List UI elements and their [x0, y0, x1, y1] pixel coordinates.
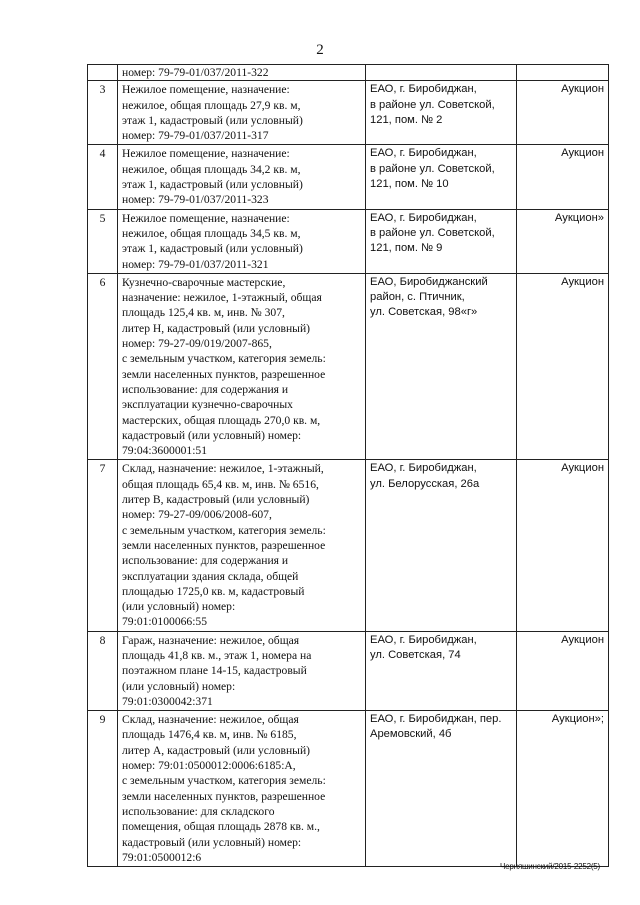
table-row-continuation	[88, 65, 609, 81]
row-number: 4	[88, 145, 118, 209]
row-method: Аукцион	[517, 460, 609, 631]
row-description: Склад, назначение: нежилое, 1-этажный, общая площадь 65,4 кв. м, инв. № 6516, литер В, кадастровый (или условный) номер: 79-27-09/006/2008-607, с земельным участком, категория земель: земли населенных пунктов, разрешенное использование: для содержания и эксплуатации здания склада, общей площадью 1725,0 кв. м, кадастровый (или условный) номер: 79:01:0100066:55	[118, 460, 366, 631]
page-number: 2	[316, 42, 324, 58]
row-address: ЕАО, г. Биробиджан, пер. Аремовский, 4б	[366, 711, 517, 867]
row-description: Кузнечно-сварочные мастерские, назначение: нежилое, 1-этажный, общая площадь 125,4 кв. м, инв. № 307, литер Н, кадастровый (или условный) номер: 79-27-09/019/2007-865, с земельным участком, категория земель: земли населенных пунктов, разрешенное использование: для содержания и эксплуатации кузнечно-сварочных мастерских, общая площадь 270,0 кв. м, кадастровый (или условный) номер: 79:04:3600001:51	[118, 273, 366, 460]
row-number: 6	[88, 273, 118, 460]
row-method: Аукцион	[517, 273, 609, 460]
row-number: 7	[88, 460, 118, 631]
row-number	[88, 65, 118, 81]
row-method: Аукцион	[517, 631, 609, 710]
row-number: 8	[88, 631, 118, 710]
row-address: ЕАО, г. Биробиджан, в районе ул. Советской, 121, пом. № 10	[366, 145, 517, 209]
table-row	[88, 631, 609, 710]
row-method: Аукцион	[517, 145, 609, 209]
row-description: Нежилое помещение, назначение: нежилое, общая площадь 27,9 кв. м, этаж 1, кадастровый (или условный) номер: 79-79-01/037/2011-317	[118, 81, 366, 145]
row-address	[366, 65, 517, 81]
row-description: номер: 79-79-01/037/2011-322	[118, 65, 366, 81]
row-method: Аукцион	[517, 81, 609, 145]
table-row	[88, 209, 609, 273]
row-address: ЕАО, Биробиджанский район, с. Птичник, ул. Советская, 98«г»	[366, 273, 517, 460]
table-row	[88, 273, 609, 460]
row-description: Гараж, назначение: нежилое, общая площадь 41,8 кв. м., этаж 1, номера на поэтажном плане 14-15, кадастровый (или условный) номер: 79:01:0300042:371	[118, 631, 366, 710]
row-number: 5	[88, 209, 118, 273]
property-table-body	[88, 65, 609, 867]
row-address: ЕАО, г. Биробиджан, ул. Советская, 74	[366, 631, 517, 710]
table-row	[88, 711, 609, 867]
property-table	[87, 64, 609, 867]
table-row	[88, 145, 609, 209]
row-address: ЕАО, г. Биробиджан, ул. Белорусская, 26а	[366, 460, 517, 631]
table-row	[88, 460, 609, 631]
row-method: Аукцион»	[517, 209, 609, 273]
row-description: Нежилое помещение, назначение: нежилое, общая площадь 34,5 кв. м, этаж 1, кадастровый (или условный) номер: 79-79-01/037/2011-321	[118, 209, 366, 273]
row-address: ЕАО, г. Биробиджан, в районе ул. Советской, 121, пом. № 2	[366, 81, 517, 145]
row-number: 9	[88, 711, 118, 867]
row-number: 3	[88, 81, 118, 145]
table-row	[88, 81, 609, 145]
row-description: Склад, назначение: нежилое, общая площадь 1476,4 кв. м, инв. № 6185, литер А, кадастровый (или условный) номер: 79:01:0500012:0006:6185:А, с земельным участком, категория земель: земли населенных пунктов, разрешенное использование: для складского помещения, общая площадь 2878 кв. м., кадастровый (или условный) номер: 79:01:0500012:6	[118, 711, 366, 867]
row-method	[517, 65, 609, 81]
footer-document-code: Черняшинский/2015-2252(5)	[500, 862, 600, 871]
row-method: Аукцион»;	[517, 711, 609, 867]
row-address: ЕАО, г. Биробиджан, в районе ул. Советской, 121, пом. № 9	[366, 209, 517, 273]
row-description: Нежилое помещение, назначение: нежилое, общая площадь 34,2 кв. м, этаж 1, кадастровый (или условный) номер: 79-79-01/037/2011-323	[118, 145, 366, 209]
